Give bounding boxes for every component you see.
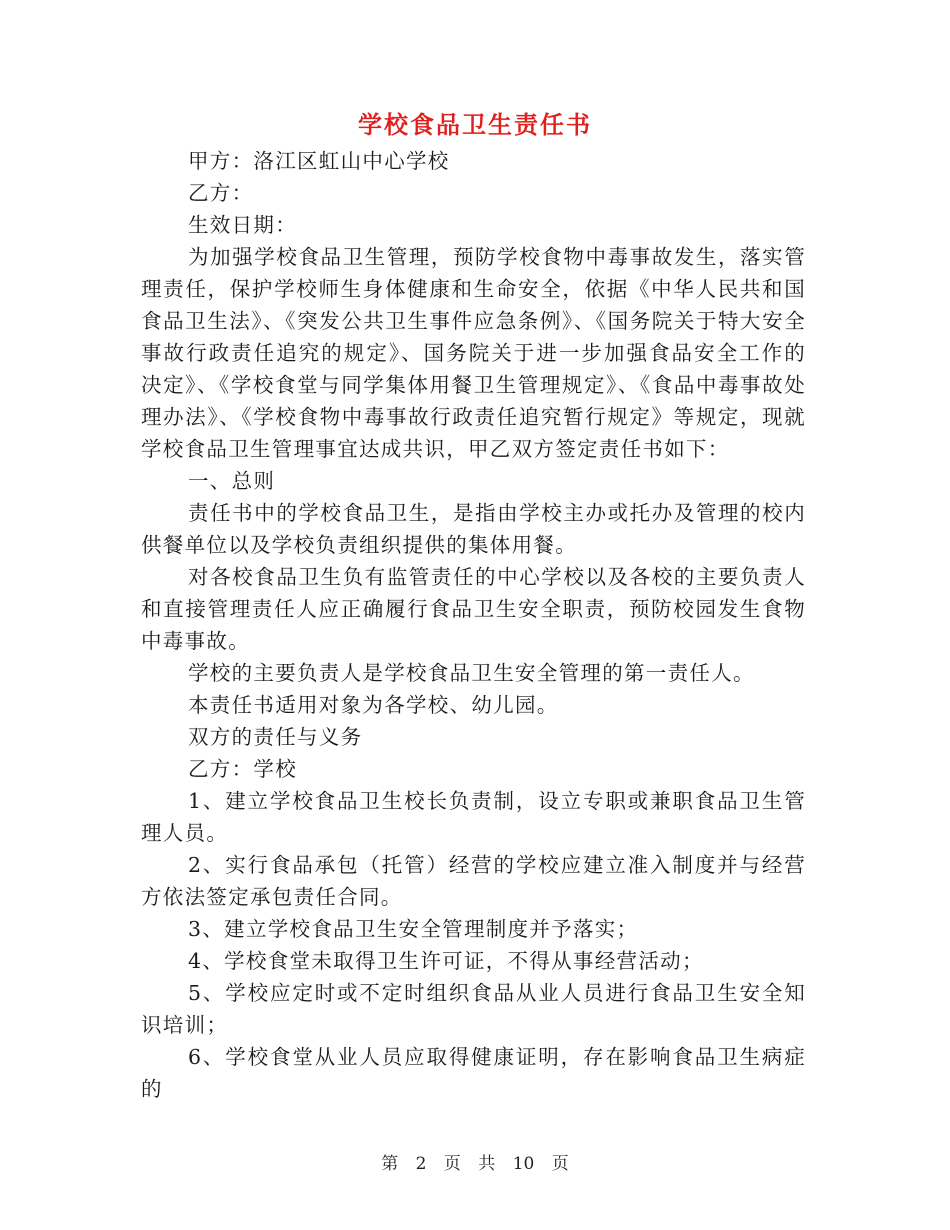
list-item: 1、建立学校食品卫生校长负责制，设立专职或兼职食品卫生管理人员。 — [141, 789, 806, 845]
list-item: 4、学校食堂未取得卫生许可证，不得从事经营活动； — [188, 949, 704, 973]
list-item: 2、实行食品承包（托管）经营的学校应建立准入制度并与经营方依法签定承包责任合同。 — [141, 853, 806, 909]
footer-page-end-label: 页 — [551, 1154, 569, 1174]
paragraph: 对各校食品卫生负有监管责任的中心学校以及各校的主要负责人和直接管理责任人应正确履行食品卫生安全职责，预防校园发生食物中毒事故。 — [141, 565, 806, 653]
page-footer — [0, 1152, 950, 1176]
list-item: 3、建立学校食品卫生安全管理制度并予落实； — [188, 917, 639, 941]
document-body — [141, 145, 806, 1105]
effective-date-line: 生效日期： — [188, 213, 297, 237]
current-page-number: 2 — [415, 1154, 427, 1174]
paragraph: 责任书中的学校食品卫生，是指由学校主办或托办及管理的校内供餐单位以及学校负责组织提供的集体用餐。 — [141, 501, 806, 557]
section-heading-duties: 双方的责任与义务 — [188, 725, 363, 749]
list-item: 6、学校食堂从业人员应取得健康证明，存在影响食品卫生病症的 — [141, 1045, 806, 1101]
list-item: 5、学校应定时或不定时组织食品从业人员进行食品卫生安全知识培训； — [141, 981, 806, 1037]
preamble-paragraph: 为加强学校食品卫生管理，预防学校食物中毒事故发生，落实管理责任，保护学校师生身体健康和生命安全，依据《中华人民共和国食品卫生法》、《突发公共卫生事件应急条例》、《国务院关于特大安全事故行政责任追究的规定》、国务院关于进一步加强食品安全工作的决定》、《学校食堂与同学集体用餐卫生管理规定》、《食品中毒事故处理办法》、《学校食物中毒事故行政责任追究暂行规定》等规定，现就学校食品卫生管理事宜达成共识，甲乙双方签定责任书如下： — [141, 245, 806, 461]
party-b-line: 乙方： — [188, 181, 254, 205]
document-title: 学校食品卫生责任书 — [358, 111, 592, 139]
footer-page-label: 页 — [443, 1154, 461, 1174]
paragraph: 学校的主要负责人是学校食品卫生安全管理的第一责任人。 — [188, 661, 755, 685]
party-a-line: 甲方：洛江区虹山中心学校 — [188, 149, 450, 173]
party-b-school-line: 乙方：学校 — [188, 757, 297, 781]
paragraph: 本责任书适用对象为各学校、幼儿园。 — [188, 693, 559, 717]
footer-total-label: 共 — [478, 1154, 496, 1174]
section-heading-general: 一、总则 — [188, 469, 276, 493]
footer-prefix: 第 — [381, 1154, 399, 1174]
total-pages-number: 10 — [512, 1154, 535, 1174]
